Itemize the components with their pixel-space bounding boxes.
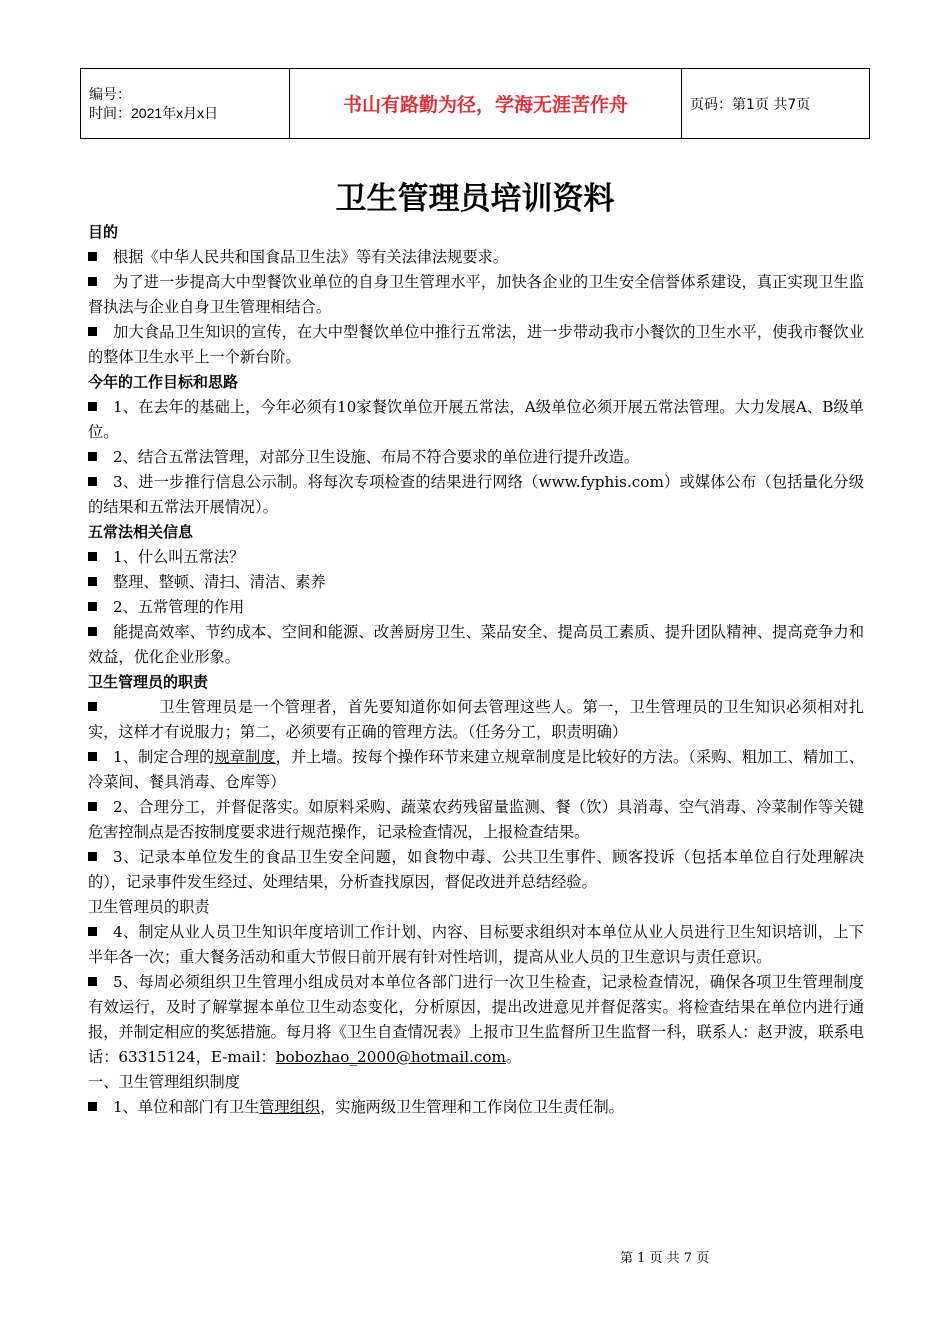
section-heading-purpose: 目的: [88, 223, 119, 241]
square-bullet-icon: [88, 252, 97, 261]
paragraph-text: 整理、整顿、清扫、清洁、素养: [113, 573, 326, 591]
paragraph-text: 。: [505, 1048, 522, 1066]
paragraph: [88, 545, 864, 570]
paragraph-text: 为了进一步提高大中型餐饮业单位的自身卫生管理水平，加快各企业的卫生安全信誉体系建设，真正实现卫生监督执法与企业自身卫生管理相结合。: [88, 273, 864, 316]
paragraph-text: 2、结合五常法管理，对部分卫生设施、布局不符合要求的单位进行提升改造。: [113, 448, 640, 466]
square-bullet-icon: [88, 752, 97, 761]
paragraph-text: 3、进一步推行信息公示制。将每次专项检查的结果进行网络（www.fyphis.com）或媒体公布（包括量化分级的结果和五常法开展情况）。: [88, 473, 864, 516]
paragraph: [88, 620, 864, 670]
document-time-label: 时间：2021年x月x日: [89, 104, 219, 121]
paragraph-text: 能提高效率、节约成本、空间和能源、改善厨房卫生、菜品安全、提高员工素质、提升团队精神、提高竞争力和效益，优化企业形象。: [88, 623, 864, 666]
square-bullet-icon: [88, 702, 97, 711]
header-table: [80, 68, 870, 139]
section-heading-goals: 今年的工作目标和思路: [88, 373, 239, 391]
paragraph: [88, 920, 864, 970]
paragraph: [88, 795, 864, 845]
paragraph-text: 1、制定合理的: [113, 748, 215, 766]
paragraph-text: ，实施两级卫生管理和工作岗位卫生责任制。: [320, 1098, 624, 1116]
document-body: [88, 220, 864, 1120]
paragraph: [88, 595, 864, 620]
square-bullet-icon: [88, 452, 97, 461]
paragraph-text: 2、合理分工，并督促落实。如原料采购、蔬菜农药残留量监测、餐（饮）具消毒、空气消毒、冷菜制作等关键危害控制点是否按制度要求进行规范操作，记录检查情况，上报检查结果。: [88, 798, 864, 841]
underlined-term: 管理组织: [259, 1098, 321, 1116]
paragraph-text: 2、五常管理的作用: [113, 598, 245, 616]
square-bullet-icon: [88, 477, 97, 486]
square-bullet-icon: [88, 627, 97, 636]
paragraph: [88, 245, 864, 270]
square-bullet-icon: [88, 927, 97, 936]
paragraph: [88, 845, 864, 895]
paragraph-text: 5、每周必须组织卫生管理小组成员对本单位各部门进行一次卫生检查，记录检查情况，确保各项卫生管理制度有效运行，及时了解掌握本单位卫生动态变化，分析原因，提出改进意见并督促落实。将检查结果在单位内进行通报，并制定相应的奖惩措施。每月将《卫生自查情况表》上报市卫生监督所卫生监督一科，联系人：赵尹波，联系电话：63315124，E-mail：: [88, 973, 864, 1066]
paragraph: [88, 470, 864, 520]
square-bullet-icon: [88, 1102, 97, 1111]
section-heading-duties: 卫生管理员的职责: [88, 673, 209, 691]
document-number-label: 编号：: [89, 85, 131, 102]
square-bullet-icon: [88, 552, 97, 561]
underlined-term: 规章制度: [214, 748, 276, 766]
document-title: 卫生管理员培训资料: [335, 181, 615, 217]
paragraph: [88, 1095, 864, 1120]
square-bullet-icon: [88, 327, 97, 336]
paragraph-text: 1、什么叫五常法？: [113, 548, 245, 566]
paragraph-text: 4、制定从业人员卫生知识年度培训工作计划、内容、目标要求组织对本单位从业人员进行卫生知识培训，上下半年各一次；重大餐务活动和重大节假日前开展有针对性培训，提高从业人员的卫生意识与责任意识。: [88, 923, 864, 966]
paragraph-text: 加大食品卫生知识的宣传，在大中型餐饮单位中推行五常法，进一步带动我市小餐饮的卫生水平，使我市餐饮业的整体卫生水平上一个新台阶。: [88, 323, 864, 366]
paragraph: [88, 970, 864, 1070]
page-footer: 第 1 页 共 7 页: [620, 1251, 710, 1266]
paragraph: [88, 395, 864, 445]
square-bullet-icon: [88, 602, 97, 611]
paragraph-text: ，并上墙。按每个操作环节来建立规章制度是比较好的方法。（采购、粗加工、精加工、冷菜间、餐具消毒、仓库等）: [88, 748, 864, 791]
paragraph: [88, 570, 864, 595]
square-bullet-icon: [88, 277, 97, 286]
paragraph-text: 根据《中华人民共和国食品卫生法》等有关法律法规要求。: [113, 248, 508, 266]
section-heading-5s: 五常法相关信息: [88, 523, 194, 541]
square-bullet-icon: [88, 577, 97, 586]
header-info-cell: [81, 69, 290, 139]
square-bullet-icon: [88, 852, 97, 861]
paragraph-text: 卫生管理员是一个管理者，首先要知道你如何去管理这些人。第一，卫生管理员的卫生知识必须相对扎实，这样才有说服力；第二，必须要有正确的管理方法。（任务分工，职责明确）: [88, 698, 864, 741]
paragraph-text: 3、记录本单位发生的食品卫生安全问题，如食物中毒、公共卫生事件、顾客投诉（包括本单位自行处理解决的），记录事件发生经过、处理结果，分析查找原因，督促改进并总结经验。: [88, 848, 864, 891]
header-motto: 书山有路勤为径，学海无涯苦作舟: [290, 69, 682, 139]
paragraph: [88, 745, 864, 795]
section-subheading-organization: 一、卫生管理组织制度: [88, 1073, 240, 1091]
paragraph: [88, 695, 864, 745]
square-bullet-icon: [88, 402, 97, 411]
email-link[interactable]: bobozhao_2000@hotmail.com: [275, 1048, 506, 1066]
square-bullet-icon: [88, 802, 97, 811]
paragraph: [88, 270, 864, 320]
paragraph-text: 1、单位和部门有卫生: [113, 1098, 260, 1116]
square-bullet-icon: [88, 977, 97, 986]
paragraph: [88, 445, 864, 470]
paragraph-text: 1、在去年的基础上，今年必须有10家餐饮单位开展五常法，A级单位必须开展五常法管理。大力发展A、B级单位。: [88, 398, 864, 441]
header-page-label: 页码：第1页 共7页: [682, 69, 870, 139]
section-subheading-duties: 卫生管理员的职责: [88, 898, 210, 916]
paragraph: [88, 320, 864, 370]
